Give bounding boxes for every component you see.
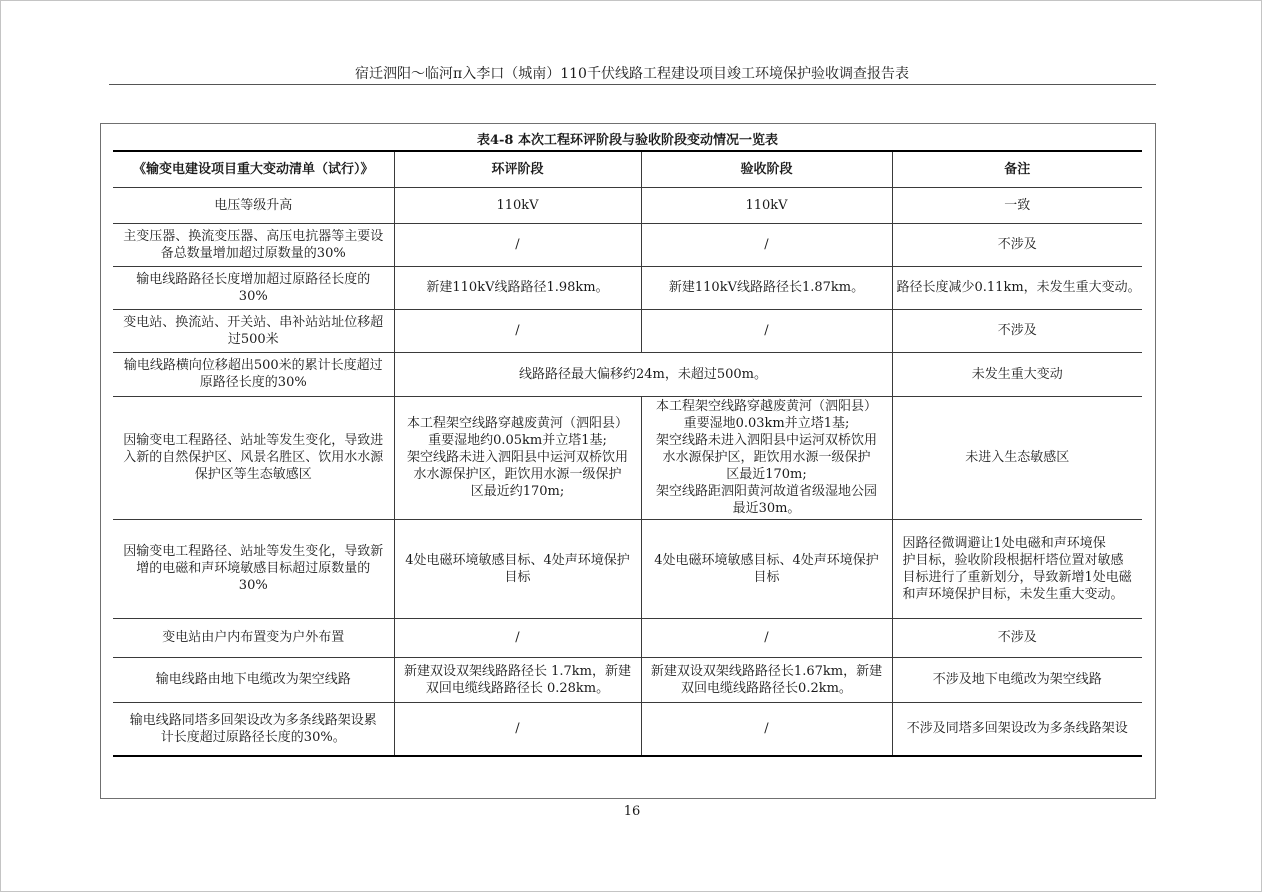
eia-stage-cell [394,657,641,702]
cell-text-line: 架空线路未进入泗阳县中运河双桥饮用 [655,433,877,448]
acceptance-stage-cell [641,223,892,266]
eia-stage-cell [394,519,641,618]
remark-cell [892,657,1142,702]
table-row [113,352,1142,396]
cell-text-line: 保护区等生态敏感区 [194,467,312,482]
cell-text-line: 目标 [753,569,780,585]
cell-text-line: / [515,323,520,338]
cell-text-line: 30% [238,578,268,593]
acceptance-stage-cell [641,702,892,756]
cell-text-line: 输电线路由地下电缆改为架空线路 [155,672,351,687]
cell-text-line: 新建110kV线路路径1.98km。 [426,280,609,295]
cell-text-line: 新建双设双架线路路径长 1.7km，新建 [403,663,631,679]
cell-text-line: / [515,237,520,252]
cell-text-line: 不涉及 [997,323,1037,338]
acceptance-stage-cell [641,519,892,618]
cell-text-line: 双回电缆线路路径长 0.28km。 [425,680,610,696]
table-row [113,657,1142,702]
remark-cell [892,702,1142,756]
table-row [113,519,1142,618]
cell-text-line: 电压等级升高 [214,197,293,213]
cell-text-line: 重要湿地0.03km并立塔1基; [683,416,850,431]
cell-text-line: 双回电缆线路路径长0.2km。 [681,680,852,696]
cell-text-line: / [515,630,520,645]
remark-cell [892,618,1142,657]
header-remark: 备注 [892,151,1142,187]
remark-cell [892,266,1142,309]
cell-text-line: 4处电磁环境敏感目标、4处声环境保护 [405,552,630,568]
cell-text-line: 过500米 [227,331,279,347]
remark-cell [892,352,1142,396]
criterion-cell [113,223,394,266]
cell-text-line: 原路径长度的30% [199,375,307,390]
criterion-cell [113,396,394,519]
cell-text-line: 区最近170m; [726,467,807,482]
cell-text-line: 入新的自然保护区、风景名胜区、饮用水水源 [123,450,384,465]
acceptance-stage-cell [641,309,892,352]
cell-text-line: 计长度超过原路径长度的30%。 [160,729,346,745]
cell-text-line: 水水源保护区，距饮用水源一级保护 [413,467,622,482]
cell-text-line: 不涉及地下电缆改为架空线路 [932,672,1102,687]
acceptance-stage-cell [641,266,892,309]
acceptance-stage-cell [641,187,892,223]
cell-text-line: 本工程架空线路穿越废黄河（泗阳县） [655,399,877,414]
cell-text-line: 备总数量增加超过原数量的30% [160,245,346,261]
header-criterion: 《输变电建设项目重大变动清单（试行）》 [113,151,394,187]
cell-text-line: 输电线路横向位移超出500米的累计长度超过 [123,358,383,373]
remark-cell [892,223,1142,266]
merged-stage-cell [394,352,892,396]
remark-cell [892,396,1142,519]
cell-text-line: / [764,721,769,737]
cell-text-line: 变电站由户内布置变为户外布置 [162,630,345,645]
cell-text-line: 水水源保护区，距饮用水源一级保护 [662,450,871,465]
acceptance-stage-cell [641,657,892,702]
eia-stage-cell [394,187,641,223]
cell-text-line: 重要湿地约0.05km并立塔1基; [428,433,607,448]
remark-cell [892,309,1142,352]
cell-text-line: 路径长度减少0.11km，未发生重大变动。 [896,280,1141,295]
cell-text-line: / [764,237,769,252]
cell-text-line: 一致 [1004,197,1031,213]
table-title: 表4-8 本次工程环评阶段与验收阶段变动情况一览表 [476,133,778,148]
table-row [113,396,1142,519]
cell-text-line: 护目标，验收阶段根据杆塔位置对敏感 [902,552,1124,568]
cell-text-line: 110kV [496,197,539,213]
criterion-cell [113,657,394,702]
acceptance-stage-cell [641,618,892,657]
table-row [113,223,1142,266]
table-row [113,702,1142,756]
cell-text-line: 未发生重大变动 [971,366,1063,382]
cell-text-line: 和声环境保护目标，未发生重大变动。 [902,586,1124,602]
eia-stage-cell [394,223,641,266]
table-header-row [113,151,1142,187]
cell-text-line: 未进入生态敏感区 [965,450,1070,465]
header-rule [109,84,1156,85]
table-row [113,266,1142,309]
criterion-cell [113,266,394,309]
cell-text-line: 不涉及同塔多回架设改为多条线路架设 [906,721,1128,737]
acceptance-stage-cell [641,396,892,519]
criterion-cell [113,618,394,657]
cell-text-line: / [764,630,769,645]
cell-text-line: 区最近约170m; [470,484,565,499]
cell-text-line: 因输变电工程路径、站址等发生变化，导致新 [123,544,384,559]
cell-text-line: 新建110kV线路路径长1.87km。 [668,280,865,295]
header-acceptance-stage: 验收阶段 [641,151,892,187]
cell-text-line: 主变压器、换流变压器、高压电抗器等主要设 [123,228,384,244]
table-row [113,187,1142,223]
cell-text-line: 架空线路未进入泗阳县中运河双桥饮用 [406,450,628,465]
remark-cell [892,187,1142,223]
cell-text-line: 110kV [745,197,788,213]
cell-text-line: 新建双设双架线路路径长1.67km，新建 [650,663,883,679]
cell-text-line: / [764,323,769,338]
criterion-cell [113,702,394,756]
cell-text-line: 输电线路路径长度增加超过原路径长度的 [136,271,371,287]
criterion-cell [113,519,394,618]
eia-stage-cell [394,266,641,309]
cell-text-line: 不涉及 [997,630,1037,645]
table-row [113,618,1142,657]
eia-stage-cell [394,702,641,756]
cell-text-line: 增的电磁和声环境敏感目标超过原数量的 [136,561,371,576]
change-comparison-table [113,150,1142,757]
cell-text-line: / [515,721,520,737]
cell-text-line: 因路径微调避让1处电磁和声环境保 [902,535,1106,551]
cell-text-line: 因输变电工程路径、站址等发生变化，导致进 [123,433,384,448]
remark-cell [892,519,1142,618]
criterion-cell [113,352,394,396]
criterion-cell [113,187,394,223]
cell-text-line: 线路路径最大偏移约24m，未超过500m。 [518,366,767,382]
cell-text-line: 本工程架空线路穿越废黄河（泗阳县） [406,416,628,431]
cell-text-line: 4处电磁环境敏感目标、4处声环境保护 [654,552,879,568]
page-number: 16 [623,804,641,819]
eia-stage-cell [394,618,641,657]
running-header: 宿迁泗阳～临河π入李口（城南）110千伏线路工程建设项目竣工环境保护验收调查报告表 [355,66,909,82]
cell-text-line: 不涉及 [997,237,1037,252]
eia-stage-cell [394,396,641,519]
cell-text-line: 输电线路同塔多回架设改为多条线路架设累 [129,712,377,728]
cell-text-line: 30% [238,288,268,304]
criterion-cell [113,309,394,352]
cell-text-line: 目标 [504,569,531,585]
eia-stage-cell [394,309,641,352]
table-row [113,309,1142,352]
cell-text-line: 架空线路距泗阳黄河故道省级湿地公园 [655,484,877,499]
header-eia-stage: 环评阶段 [394,151,641,187]
cell-text-line: 目标进行了重新划分，导致新增1处电磁 [902,569,1132,585]
cell-text-line: 变电站、换流站、开关站、串补站站址位移超 [123,314,384,330]
cell-text-line: 最近30m。 [732,501,801,516]
